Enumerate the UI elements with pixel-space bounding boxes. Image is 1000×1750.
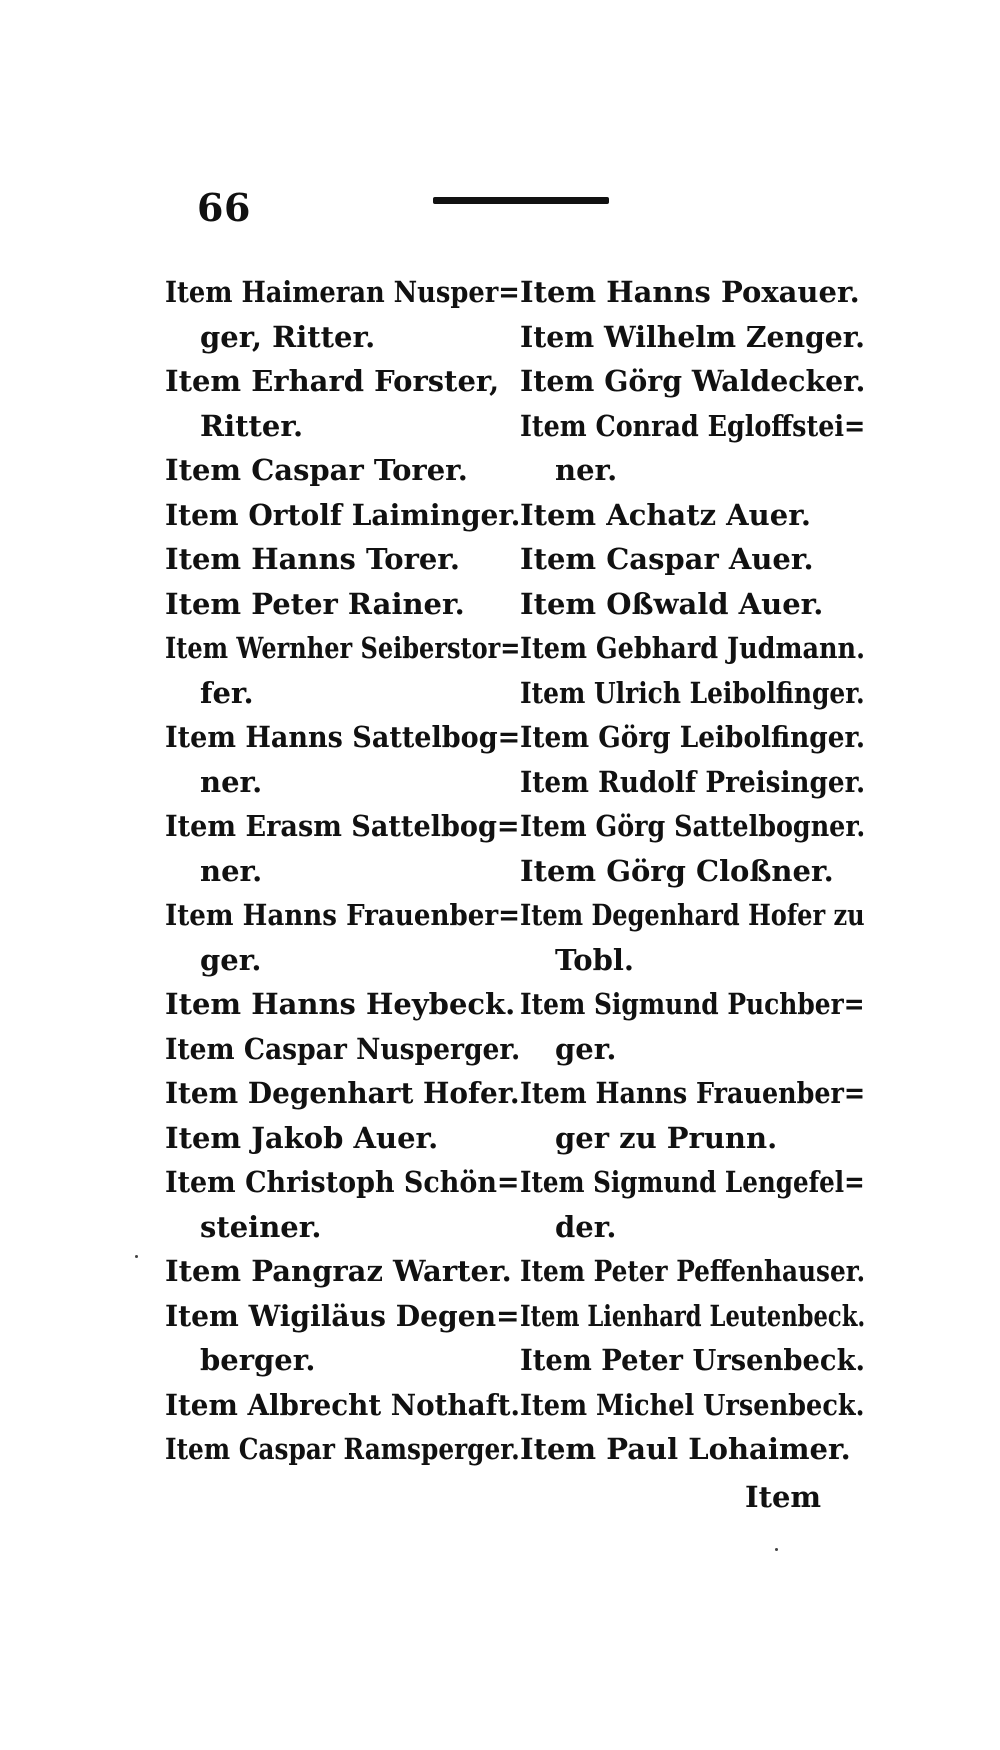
- entry-line: Item Hanns Sattelbog=: [165, 720, 521, 754]
- entry-continuation: ner.: [200, 853, 263, 888]
- entry-continuation: fer.: [200, 675, 254, 710]
- entry-continuation: steiner.: [200, 1209, 322, 1244]
- paper-speck: [135, 1255, 138, 1258]
- entry-line: Item Michel Ursenbeck.: [520, 1387, 865, 1422]
- entry-continuation: ner.: [555, 453, 618, 487]
- entry-line: Item Christoph Schön=: [165, 1165, 520, 1199]
- right-column: [520, 270, 865, 1472]
- entry-line: Item Hanns Heybeck.: [165, 987, 516, 1021]
- entry-line: Item Hanns Frauenber=: [165, 898, 521, 932]
- entry-line: Item Hanns Torer.: [165, 542, 461, 576]
- entry-continuation: der.: [555, 1209, 617, 1244]
- entry-continuation: ger, Ritter.: [200, 319, 376, 354]
- entry-line: Item Paul Lohaimer.: [520, 1432, 851, 1466]
- entry-line: Item Degenhart Hofer.: [165, 1076, 520, 1110]
- entry-line: Item Gebhard Judmann.: [520, 631, 866, 665]
- entry-line: Item Caspar Auer.: [520, 542, 814, 576]
- entry-line: Item Wernher Seiberstor=: [165, 631, 521, 665]
- entry-line: Item Wigiläus Degen=: [165, 1298, 520, 1333]
- entry-continuation: berger.: [200, 1343, 316, 1377]
- entry-line: Item Achatz Auer.: [520, 497, 811, 532]
- entry-line: Item Caspar Ramsperger.: [165, 1432, 520, 1466]
- entry-line: Item Erasm Sattelbog=: [165, 809, 520, 843]
- entry-line: Item Conrad Egloffstei=: [520, 408, 866, 443]
- entry-continuation: ger.: [555, 1031, 617, 1066]
- entry-continuation: ger zu Prunn.: [555, 1120, 778, 1155]
- entry-line: Item Lienhard Leutenbeck.: [520, 1298, 866, 1333]
- entry-line: Item Oßwald Auer.: [520, 586, 824, 621]
- entry-continuation: ner.: [200, 764, 263, 799]
- entry-continuation: Tobl.: [555, 942, 634, 977]
- entry-line: Item Ulrich Leibolfinger.: [520, 675, 865, 710]
- entry-line: Item Degenhard Hofer zu: [520, 898, 865, 932]
- entry-line: Item Rudolf Preisinger.: [520, 764, 866, 799]
- entry-line: Item Pangraz Warter.: [165, 1254, 512, 1288]
- entry-line: Item Erhard Forster,: [165, 364, 500, 398]
- entry-line: Item Albrecht Nothaft.: [165, 1387, 521, 1422]
- entry-continuation: ger.: [200, 942, 262, 977]
- paper-speck: [775, 1548, 778, 1551]
- entry-line: Item Wilhelm Zenger.: [520, 319, 865, 354]
- catchword: Item: [745, 1480, 822, 1514]
- entry-line: Item Ortolf Laiminger.: [165, 497, 521, 532]
- entry-line: Item Görg Sattelbogner.: [520, 809, 866, 843]
- entry-line: Item Hanns Frauenber=: [520, 1076, 866, 1110]
- left-column: [165, 270, 520, 1472]
- page-number: 66: [197, 185, 251, 230]
- entry-line: Item Caspar Nusperger.: [165, 1031, 521, 1066]
- entry-line: Item Haimeran Nusper=: [165, 275, 520, 309]
- entry-line: Item Sigmund Puchber=: [520, 987, 865, 1021]
- entry-line: Item Peter Rainer.: [165, 586, 465, 621]
- entry-line: Item Görg Cloßner.: [520, 853, 834, 888]
- entry-line: Item Hanns Poxauer.: [520, 275, 860, 309]
- entry-line: Item Jakob Auer.: [165, 1120, 439, 1155]
- entry-line: Item Peter Peffenhauser.: [520, 1254, 866, 1288]
- entry-line: Item Görg Leibolfinger.: [520, 720, 866, 754]
- entry-line: Item Sigmund Lengefel=: [520, 1165, 865, 1199]
- header-rule: [433, 197, 609, 204]
- entry-line: Item Görg Waldecker.: [520, 364, 866, 398]
- entry-line: Item Peter Ursenbeck.: [520, 1343, 866, 1377]
- entry-line: Item Caspar Torer.: [165, 453, 468, 487]
- entry-continuation: Ritter.: [200, 408, 304, 443]
